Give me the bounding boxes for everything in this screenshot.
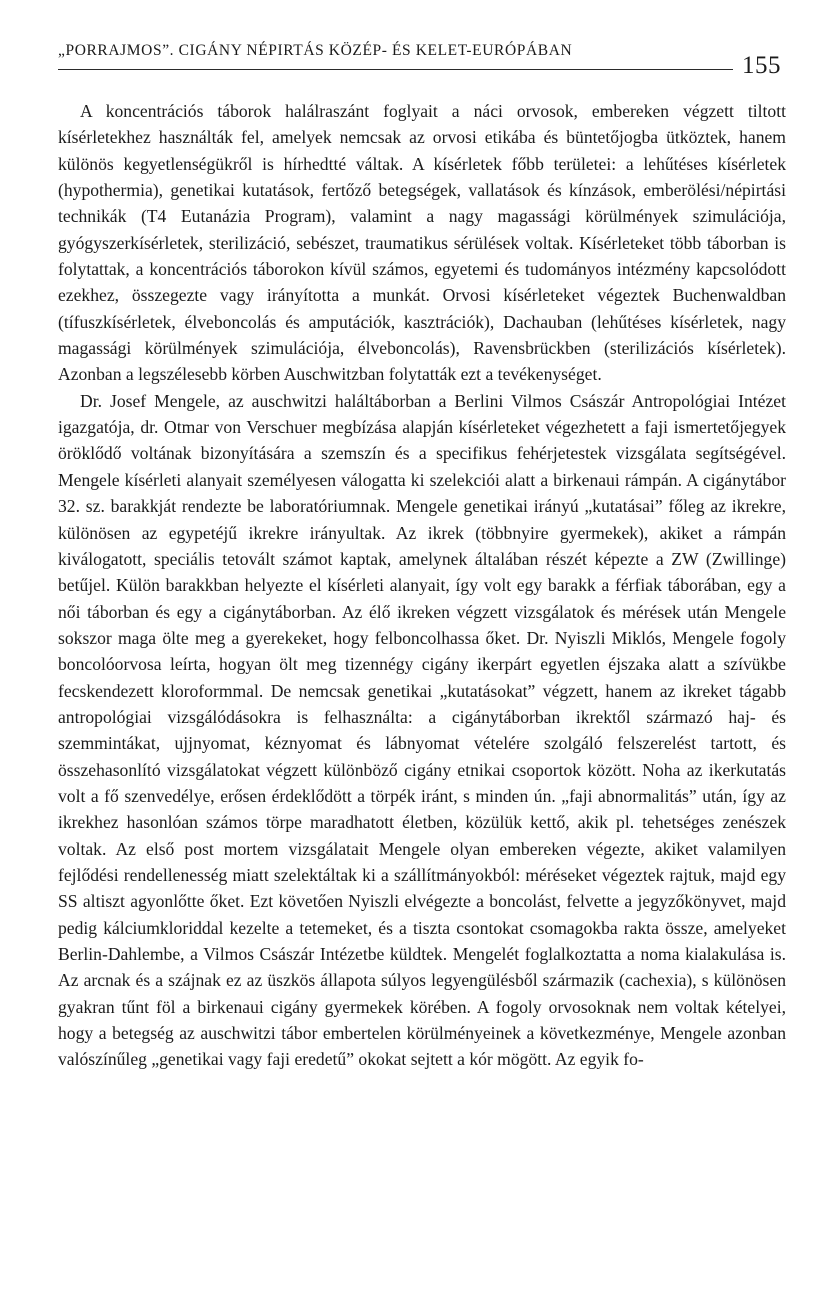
paragraph-mengele: Dr. Josef Mengele, az auschwitzi haláltáborban a Berlini Vilmos Császár Antropológiai Intézet igazgatója, dr. Otmar von Verschuer megbízása alapján kísérleteket végezhetett a faji ismertetőjegyek öröklődő voltának bizonyítására a szemszín és a specifikus fehérjetestek vizsgálata segítségével. Mengele kísérleti alanyait személyesen válogatta ki szelekciói alatt a birkenaui rámpán. A cigánytábor 32. sz. barakkját rendezte be laboratóriumnak. Mengele genetikai irányú „kutatásai” főleg az ikrekre, különösen az egypetéjű ikrekre irányultak. Az ikrek (többnyire gyermekek), akiket a rámpán kiválogatott, speciális tetovált számot kaptak, amelynek általában részét képezte a ZW (Zwillinge) betűjel. Külön barakkban helyezte el kísérleti alanyait, így volt egy barakk a férfiak táborában, egy a női táborban és egy a cigánytáborban. Az élő ikreken végzett vizsgálatok és mérések után Mengele sokszor maga ölte meg a gyerekeket, hogy felboncolhassa őket. Dr. Nyiszli Miklós, Mengele fogoly boncolóorvosa leírta, hogyan ölt meg tizennégy cigány ikerpárt egyetlen éjszaka alatt a szívükbe fecskendezett kloroformmal. De nemcsak genetikai „kutatásokat” végzett, hanem az ikreket tágabb antropológiai vizsgálódásokra is felhasználta: a cigánytáborban ikrektől származó haj- és szemmintákat, ujjnyomat, kéznyomat és lábnyomat vételére szolgáló felszerelést tartott, és összehasonlító vizsgálatokat végzett különböző cigány etnikai csoportok között. Noha az ikerkutatás volt a fő szenvedélye, erősen érdeklődött a törpék iránt, s minden ún. „faji abnormalitás” után, így az ikrekhez hasonlóan számos törpe maradhatott életben, közülük kettő, akik pl. tehetséges zenészek voltak. Az első post mortem vizsgálatait Mengele olyan embereken végezte, akiket valamilyen fejlődési rendellenesség miatt szelektáltak ki a szállítmányokból: méréseket végeztek rajtuk, majd egy SS altiszt agyonlőtte őket. Ezt követően Nyiszli elvégezte a boncolást, felvette a jegyzőkönyvet, majd pedig kálciumkloriddal kezelte a tetemeket, és a tiszta csontokat csomagokba rakta össze, amelyeket Berlin-Dahlembe, a Vilmos Császár Intézetbe küldtek. Mengelét foglalkoztatta a noma kialakulása is. Az arcnak és a szájnak ez az üszkös állapota súlyos legyengülésből származik (cachexia), s különösen gyakran tűnt föl a birkenaui cigány gyermekek körében. A fogoly orvosoknak nem voltak kételyei, hogy a betegség az auschwitzi tábor embertelen körülményeinek a következménye, Mengele azonban valószínűleg „genetikai vagy faji eredetű” okokat sejtett a kór mögött. Az egyik fo-	[58, 390, 786, 1070]
paragraph-experiments: A koncentrációs táborok halálraszánt foglyait a náci orvosok, embereken végzett tiltott kísérletekhez használták fel, amelyek nemcsak az orvosi etikába és büntetőjogba ütköztek, hanem különös kegyetlenségükről is hírhedtté váltak. A kísérletek főbb területei: a lehűtéses kísérletek (hypothermia), genetikai kutatások, fertőző betegségek, vallatások és kínzások, emberölési/népirtási technikák (T4 Eutanázia Program), valamint a nagy magassági körülmények szimulációja, gyógyszerkísérletek, sterilizáció, sebészet, traumatikus sérülések voltak. Kísérleteket több táborban is folytattak, a koncentrációs táborokon kívül számos, egyetemi és tudományos intézmény kapcsolódott ezekhez, összegezte vagy irányította a munkát. Orvosi kísérleteket végeztek Buchenwaldban (tífuszkísérletek, élveboncolás és amputációk, kasztrációk), Dachauban (lehűtéses kísérletek, nagy magassági körülmények szimulációja, élveboncolás), Ravensbrückben (sterilizációs kísérletek). Azonban a legszélesebb körben Auschwitzban folytatták ezt a tevékenységet.	[58, 101, 786, 385]
running-title: „PORRAJMOS”. CIGÁNY NÉPIRTÁS KÖZÉP- ÉS KELET-EURÓPÁBAN	[58, 42, 573, 59]
header-rule	[58, 69, 733, 70]
page-number: 155	[742, 52, 781, 79]
body-text	[58, 98, 786, 1073]
